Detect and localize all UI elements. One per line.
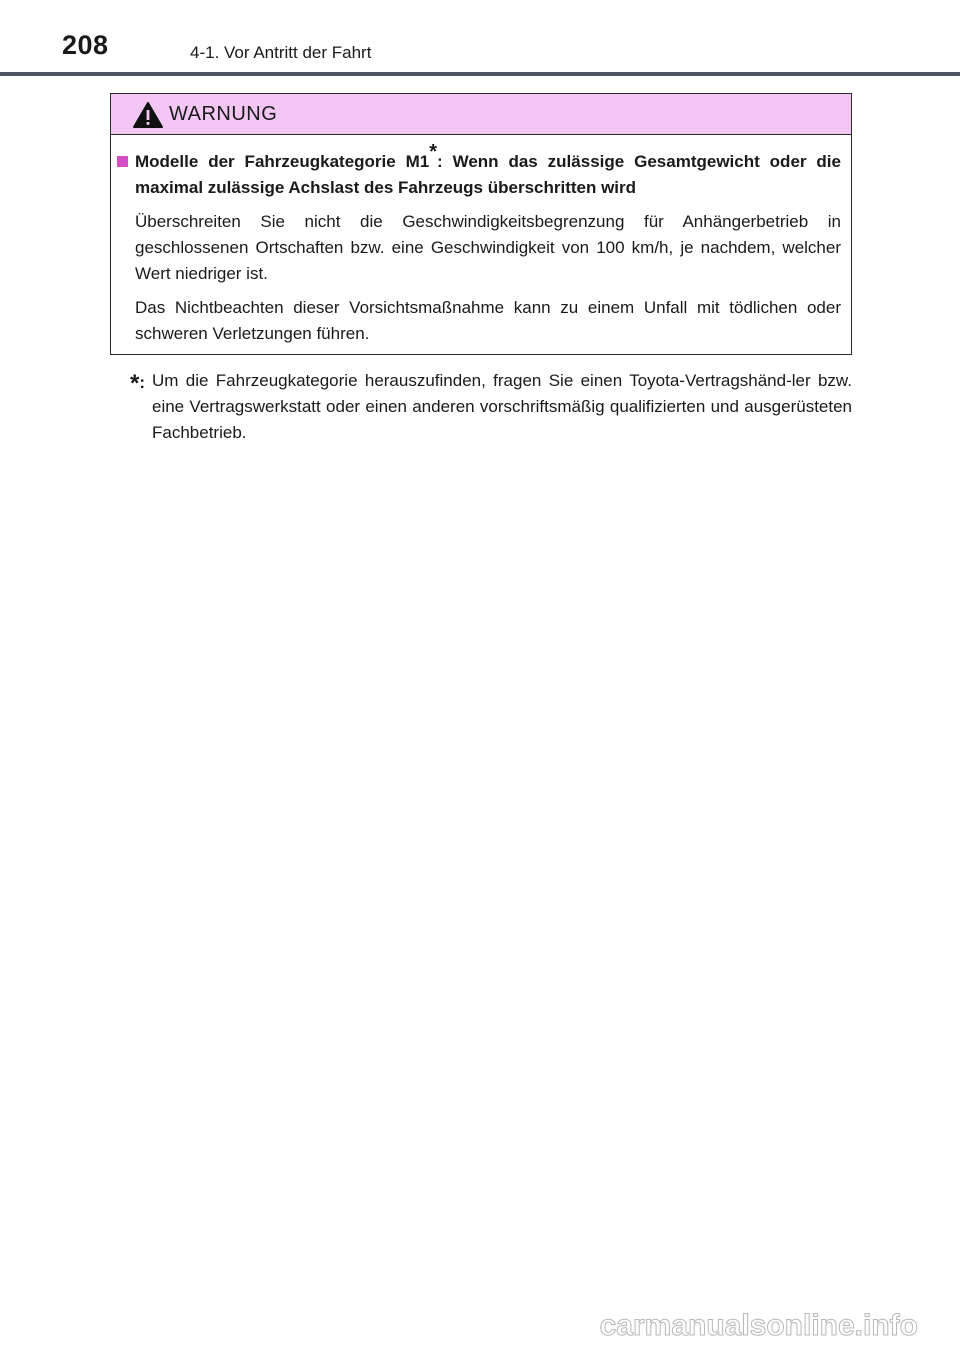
footnote-text: Um die Fahrzeugkategorie herauszufinden, fragen Sie einen Toyota-Vertragshänd-ler bzw. eine Vertragswerkstatt oder einen anderen vorschriftsmäßig qualifizierten und ausgerüsteten Fachbetrieb. — [152, 371, 852, 442]
warning-triangle-icon — [132, 101, 164, 129]
footnote-star: * — [130, 370, 140, 397]
item-heading-part2: : Wenn das zulässige Gesamtgewicht oder die maximal zulässige Achslast des Fahrzeugs überschritten wird — [135, 152, 841, 197]
warning-header — [111, 94, 851, 135]
section-title: 4-1. Vor Antritt der Fahrt — [190, 43, 372, 62]
item-heading-marker: * — [429, 141, 438, 164]
header-divider — [0, 72, 960, 76]
item-heading — [125, 141, 841, 201]
warning-title: WARNUNG — [169, 103, 278, 125]
page-number: 208 — [62, 30, 109, 60]
footnote-separator: : — [139, 373, 146, 392]
warning-paragraph: Überschreiten Sie nicht die Geschwindigkeitsbegrenzung für Anhängerbetrieb in geschlossenen Ortschaften bzw. eine Geschwindigkeit von 100 km/h, je nachdem, welcher Wert niedriger ist. — [135, 212, 841, 283]
square-bullet-icon — [117, 156, 128, 167]
warning-box — [110, 93, 852, 355]
footnote-marker — [130, 368, 152, 396]
watermark — [560, 1308, 920, 1342]
item-heading-part1: Modelle der Fahrzeugkategorie M1 — [135, 152, 430, 171]
watermark-text: carmanualsonline.info — [599, 1309, 918, 1342]
footnote — [130, 368, 852, 446]
warning-paragraph: Das Nichtbeachten dieser Vorsichtsmaßnahme kann zu einem Unfall mit tödlichen oder schweren Verletzungen führen. — [135, 298, 841, 343]
warning-body — [111, 135, 851, 347]
